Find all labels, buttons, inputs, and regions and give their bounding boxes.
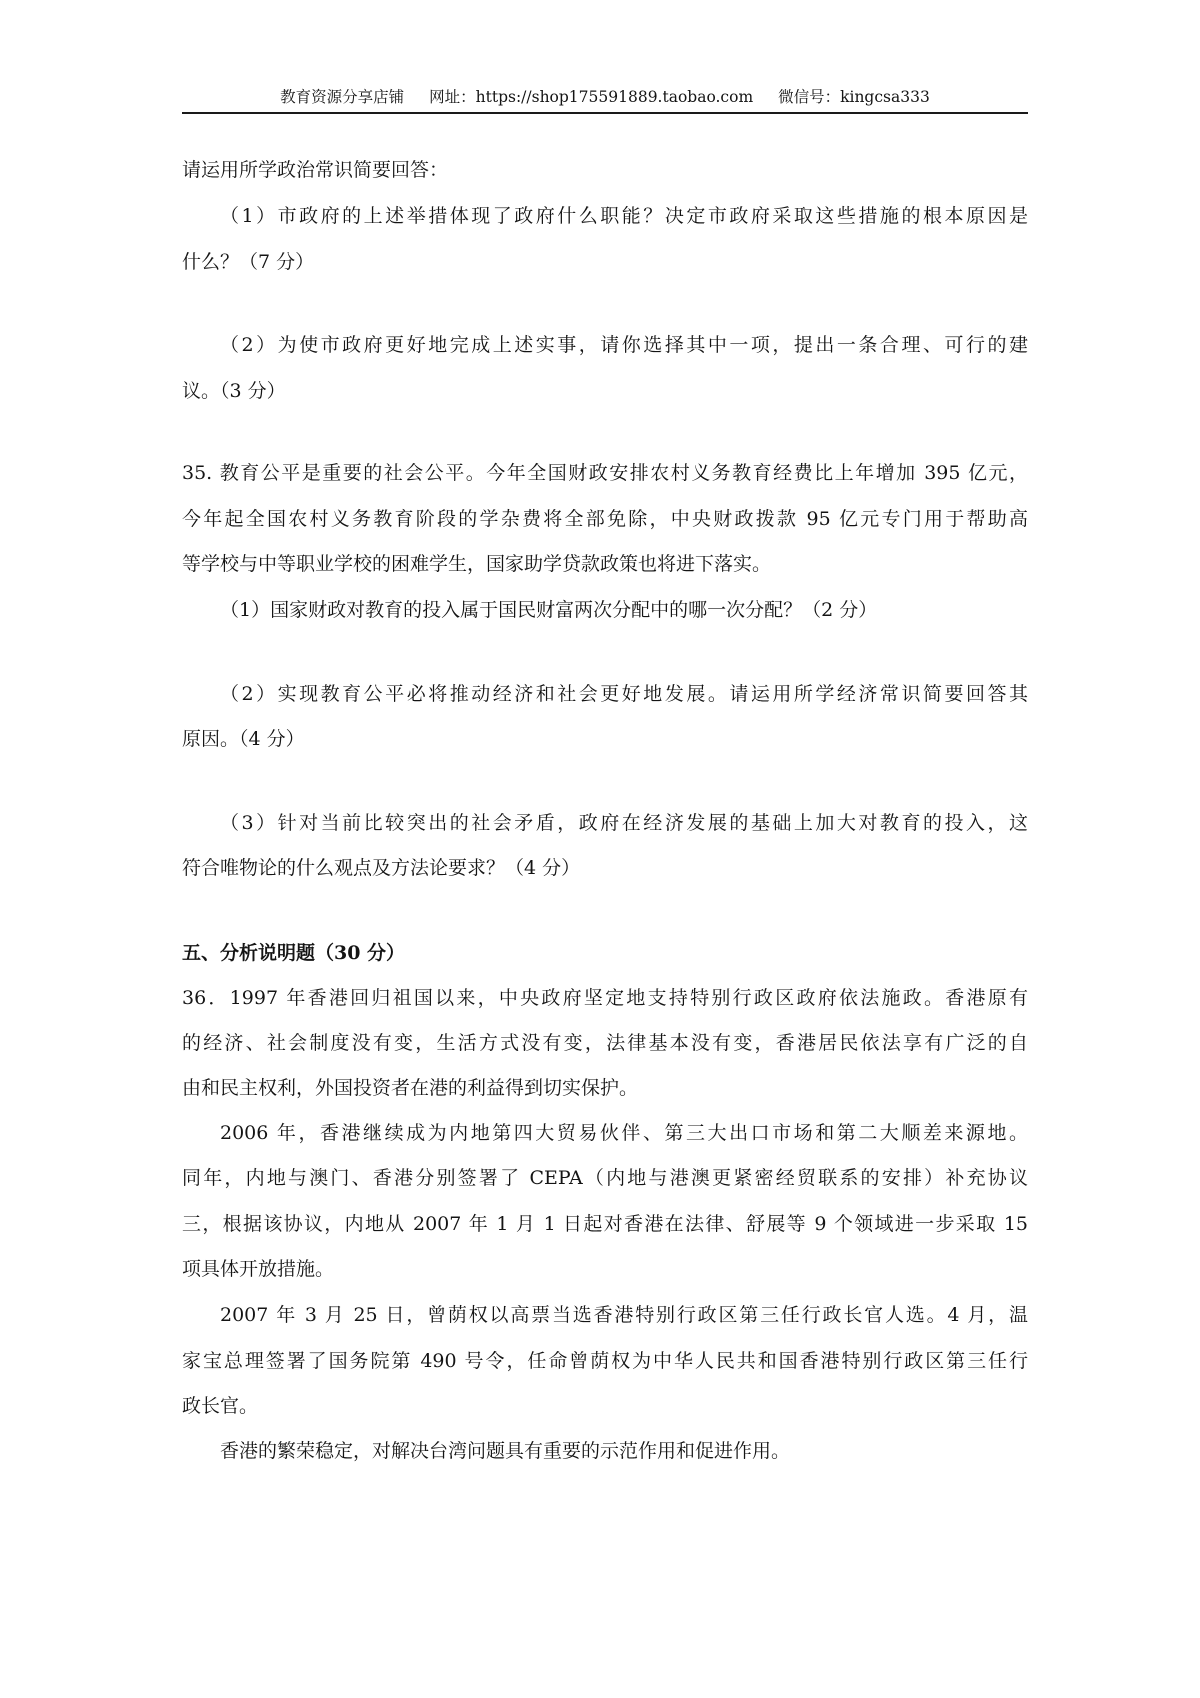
page-header [182, 84, 1028, 114]
header-wechat: 微信号：kingcsa333 [778, 88, 930, 106]
text-line: 请运用所学政治常识简要回答： [182, 159, 449, 181]
section-heading: 五、分析说明题（30 分） [182, 942, 406, 964]
text-line: 等学校与中等职业学校的困难学生，国家助学贷款政策也将进下落实。 [182, 553, 772, 575]
header-shop: 教育资源分享店铺 [280, 88, 405, 106]
question-35-3-line: （3）针对当前比较突出的社会矛盾，政府在经济发展的基础上加大对教育的投入，这 [220, 812, 1028, 834]
text-line: 2007 年 3 月 25 日，曾荫权以高票当选香港特别行政区第三任行政长官人选。4 月，温 [220, 1304, 1028, 1326]
text-line: 政长官。 [182, 1395, 259, 1417]
text-line: 什么？（7 分） [182, 251, 315, 273]
text-line: 符合唯物论的什么观点及方法论要求？（4 分） [182, 857, 581, 879]
text-line: 的经济、社会制度没有变，生活方式没有变，法律基本没有变，香港居民依法享有广泛的自 [182, 1032, 1028, 1054]
text-line: 同年，内地与澳门、香港分别签署了 CEPA（内地与港澳更紧密经贸联系的安排）补充协议 [182, 1167, 1028, 1189]
text-line: 今年起全国农村义务教育阶段的学杂费将全部免除，中央财政拨款 95 亿元专门用于帮助高 [182, 508, 1028, 530]
text-line: 议。（3 分） [182, 380, 286, 402]
text-line: 香港的繁荣稳定，对解决台湾问题具有重要的示范作用和促进作用。 [220, 1440, 791, 1462]
text-line: 2006 年，香港继续成为内地第四大贸易伙伴、第三大出口市场和第二大顺差来源地。 [220, 1122, 1028, 1144]
question-34-1-line: （1）市政府的上述举措体现了政府什么职能？决定市政府采取这些措施的根本原因是 [220, 205, 1028, 227]
text-line: 项具体开放措施。 [182, 1258, 335, 1280]
text-line: 由和民主权利，外国投资者在港的利益得到切实保护。 [182, 1077, 639, 1099]
text-line: 家宝总理签署了国务院第 490 号令，任命曾荫权为中华人民共和国香港特别行政区第三任行 [182, 1350, 1028, 1372]
text-line: 原因。（4 分） [182, 728, 305, 750]
question-35-1-line: （1）国家财政对教育的投入属于国民财富两次分配中的哪一次分配？（2 分） [220, 599, 878, 621]
question-35-line: 35. 教育公平是重要的社会公平。今年全国财政安排农村义务教育经费比上年增加 395 亿元， [182, 462, 1028, 484]
question-34-2-line: （2）为使市政府更好地完成上述实事，请你选择其中一项，提出一条合理、可行的建 [220, 334, 1028, 356]
question-36-line: 36．1997 年香港回归祖国以来，中央政府坚定地支持特别行政区政府依法施政。香港原有 [182, 987, 1028, 1009]
header-url: 网址：https://shop175591889.taobao.com [429, 88, 754, 106]
question-35-2-line: （2）实现教育公平必将推动经济和社会更好地发展。请运用所学经济常识简要回答其 [220, 683, 1028, 705]
text-line: 三，根据该协议，内地从 2007 年 1 月 1 日起对香港在法律、舒展等 9 个领域进一步采取 15 [182, 1213, 1028, 1235]
